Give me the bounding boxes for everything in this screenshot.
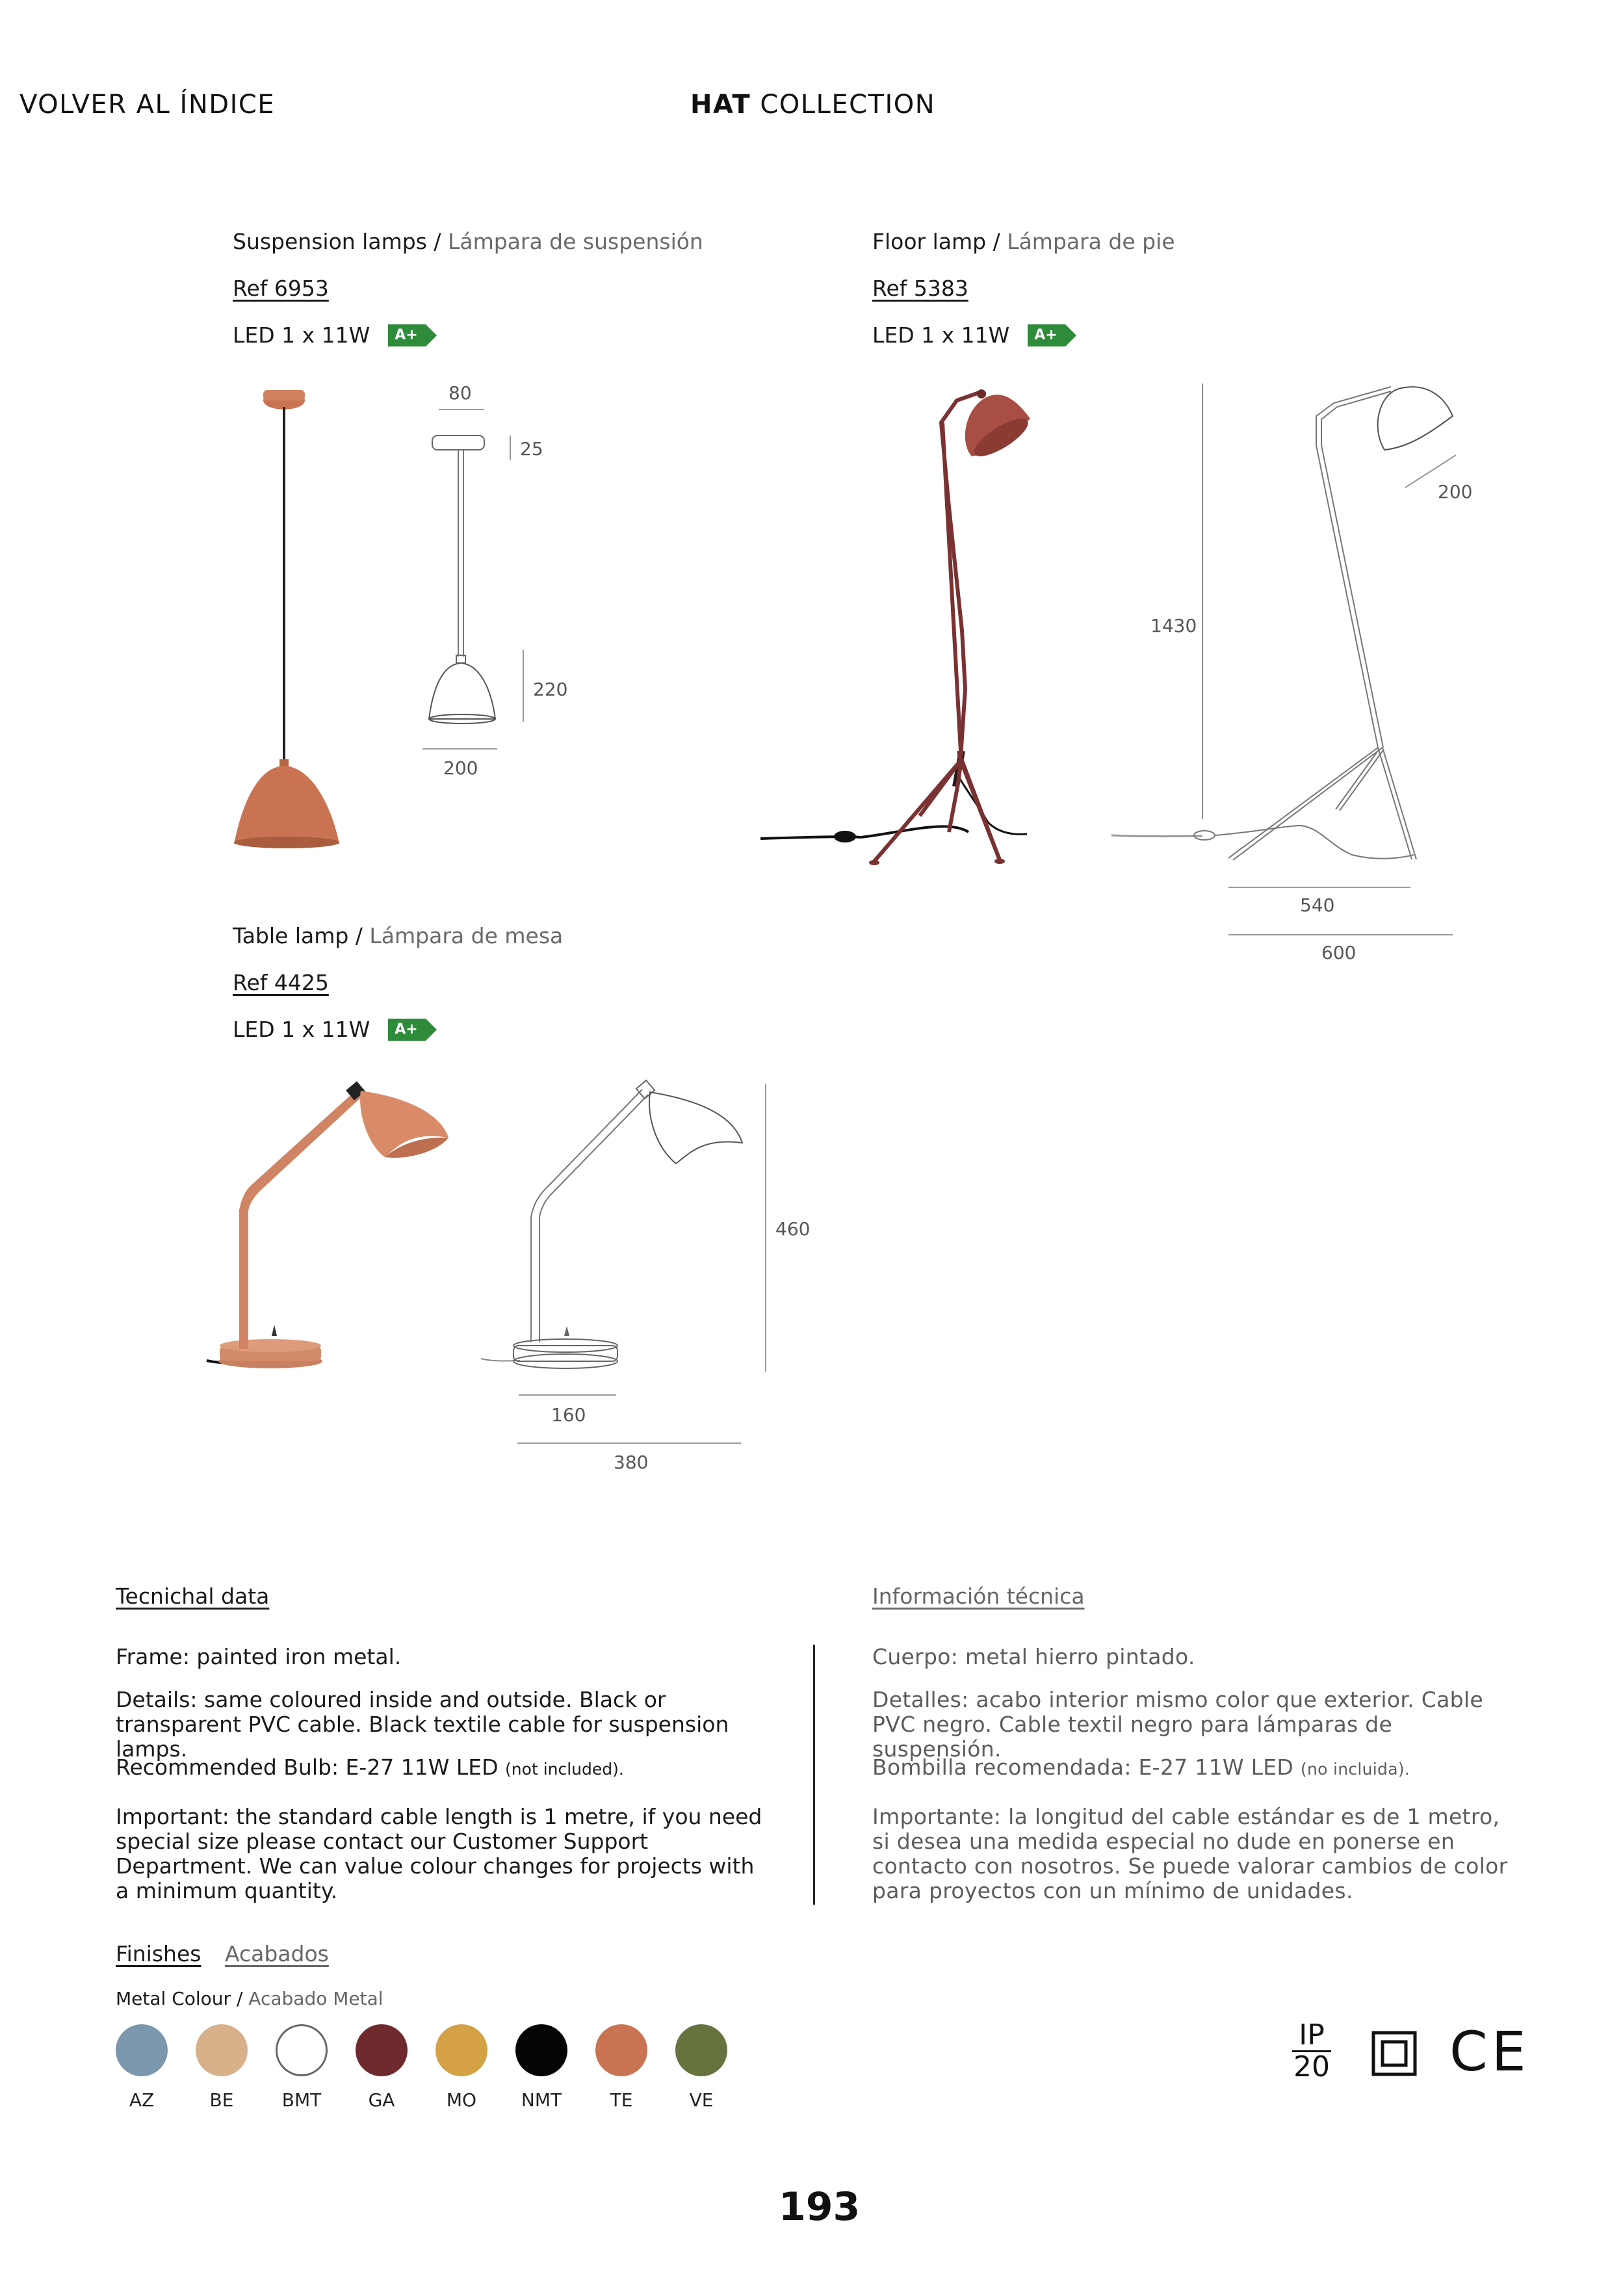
ip20-mark [1292,2020,1331,2082]
finishes-heading: Finishes [116,1941,201,1966]
suspension-title [233,229,703,254]
info-tecnica-heading: Información técnica [872,1584,1085,1609]
swatch-be [196,2024,248,2076]
swatch-label-nmt: NMT [521,2089,562,2111]
floor-ref[interactable]: Ref 5383 [872,276,968,301]
metal-colour-label [116,1988,383,2009]
suspension-lamp-photo [221,384,364,852]
dim-460: 460 [775,1218,811,1240]
floor-led [872,322,1077,348]
tech-bulb-note: (not included). [505,1760,624,1779]
metal-colour-en: Metal Colour [116,1988,231,2009]
table-title-en: Table lamp [233,923,349,948]
collection-word: COLLECTION [751,90,936,120]
swatch-bmt [276,2024,328,2076]
suspension-led [233,322,437,348]
table-led [233,1017,437,1042]
metal-colour-sep: / [231,1988,249,2009]
swatch-label-bmt: BMT [281,2089,322,2111]
metal-colour-es: Acabado Metal [248,1988,383,2009]
dim-25: 25 [520,438,543,460]
dim-220: 220 [533,679,568,700]
suspension-title-sep: / [426,229,448,254]
swatch-nmt [515,2024,567,2076]
swatch-ga [356,2024,408,2076]
swatch-label-mo: MO [446,2089,477,2111]
floor-lamp-drawing [1105,377,1469,943]
tech-bulb-text: Recommended Bulb: E-27 11W LED [116,1755,506,1780]
dim-540: 540 [1300,894,1335,916]
swatch-mo [435,2024,487,2076]
table-lamp-drawing [474,1073,825,1463]
column-divider [813,1645,815,1905]
swatch-label-ve: VE [689,2089,714,2111]
acabados-heading: Acabados [225,1941,329,1966]
dim-80: 80 [448,382,472,404]
tech-frame: Frame: painted iron metal. [116,1644,402,1669]
table-ref[interactable]: Ref 4425 [233,970,329,995]
table-title-sep: / [348,923,370,948]
dim-1430: 1430 [1150,615,1197,636]
swatch-label-az: AZ [129,2089,155,2111]
swatch-label-te: TE [610,2089,633,2111]
table-led-spec: LED 1 x 11W [233,1017,370,1042]
ip-label: IP [1292,2020,1331,2052]
collection-name: HAT [690,90,751,120]
swatch-te [595,2024,647,2076]
dim-600: 600 [1321,942,1357,963]
tech-details: Details: same coloured inside and outside. Black or transparent PVC cable. Black textile cable for suspension lamps. [116,1687,729,1762]
swatch-label-be: BE [209,2089,234,2111]
tech-es-details: Detalles: acabo interior mismo color que exterior. Cable PVC negro. Cable textil negro para lámparas de suspensión. [872,1687,1483,1762]
page-number: 193 [779,2184,861,2230]
energy-badge: A+ [1028,324,1065,346]
table-title-es: Lámpara de mesa [369,923,564,948]
table-title [233,923,563,948]
tech-data-heading: Tecnichal data [116,1584,270,1609]
floor-title-es: Lámpara de pie [1007,229,1175,254]
tech-es-frame: Cuerpo: metal hierro pintado. [872,1644,1195,1669]
floor-lamp-photo [754,377,1105,871]
tech-es-bulb-note: (no incluida). [1300,1760,1410,1779]
floor-title-sep: / [986,229,1007,254]
suspension-led-spec: LED 1 x 11W [233,322,370,348]
tech-es-important: Importante: la longitud del cable estándar es de 1 metro, si desea una medida especial no dude en ponerse en contacto con nosotros. Se puede valorar cambios de color para proyectos con un mínimo de unidades. [872,1804,1508,1903]
table-lamp-photo [201,1073,461,1385]
energy-badge: A+ [388,1019,425,1041]
swatch-label-ga: GA [368,2089,395,2111]
suspension-ref[interactable]: Ref 6953 [233,276,329,301]
tech-bulb [116,1755,772,1782]
dim-200: 200 [443,757,478,779]
ip-rating: 20 [1293,2050,1330,2083]
tech-es-bulb-text: Bombilla recomendada: E-27 11W LED [872,1755,1301,1780]
floor-led-spec: LED 1 x 11W [872,322,1010,348]
swatch-ve [675,2024,727,2076]
ce-mark: CE [1449,2020,1530,2083]
suspension-title-es: Lámpara de suspensión [447,229,703,254]
dim-380: 380 [614,1452,649,1473]
tech-es-bulb [872,1755,1522,1782]
class-ii-insulation-icon [1371,2031,1417,2076]
tech-important: Important: the standard cable length is 1 metre, if you need special size please contact our Customer Support Department. We can value colour changes for projects with a minimum quantity. [116,1804,762,1903]
suspension-title-en: Suspension lamps [233,229,427,254]
floor-title [872,229,1175,254]
dim-160: 160 [551,1404,586,1426]
swatch-az [116,2024,168,2076]
floor-title-en: Floor lamp [872,229,987,254]
collection-title [690,90,935,120]
dim-200: 200 [1438,481,1473,502]
energy-badge: A+ [388,324,425,346]
back-to-index-link[interactable]: VOLVER AL ÍNDICE [19,90,276,120]
